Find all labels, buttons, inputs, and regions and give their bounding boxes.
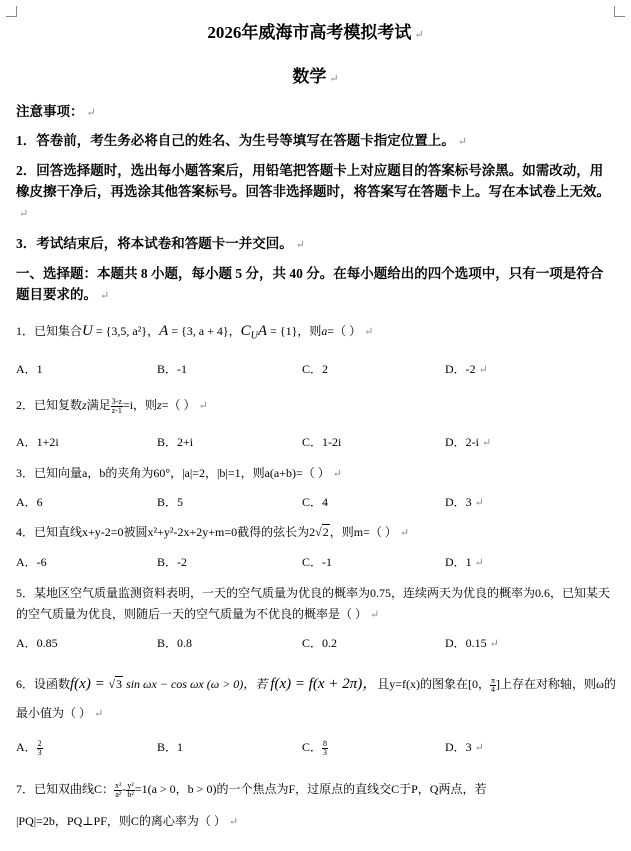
exam-title: 2026年威海市高考模拟考试 ↵ [207,23,424,42]
square-root: √2 [315,525,329,539]
section-one-heading: 一、选择题：本题共 8 小题，每小题 5 分，共 40 分。在每小题给出的四个选项中，只有一项是符合题目要求的。 ↵ [16,266,604,302]
question-6-options [16,738,616,760]
question-5: 5．某地区空气质量监测资料表明，一天的空气质量为优良的概率为0.75，连续两天为优良的概率为0.6，已知某天的空气质量为优良，则随后一天的空气质量为不优良的概率是（ ） ↵ [16,586,611,621]
square-root: √3 [108,677,123,691]
question-6: 6．设函数f(x) = √3 sin ωx − cos ωx (ω > 0)，若 f(x) = f(x + 2π)，且y=f(x)的图象在[0， $\frac{\pi}{4}$ ]上存在对称轴，则ω的最小值为（ ） ↵ [16,670,616,729]
notice-2: 2．回答选择题时，选出每小题答案后，用铅笔把答题卡上对应题目的答案标号涂黑。如需改动，用橡皮擦干净后，再选涂其他答案标号。回答非选择题时，将答案写在答题卡上。写在本试卷上无效。↵ [16,163,610,220]
option-d: D．-2 ↵ [445,362,488,376]
option-b: B．2+i [157,435,194,449]
fraction: $\frac{8}{3}$ [323,738,328,757]
option-b: B．-1 [157,362,188,376]
option-b: B．5 [157,495,184,509]
option-a: A． $\frac{2}{3}$ [16,738,42,757]
option-a: A．0.85 [16,636,58,650]
option-c: C．-1 [302,555,333,569]
option-a: A．1+2i [16,435,59,449]
option-a: A．1 [16,362,43,376]
option-d: D．2-i ↵ [445,435,492,449]
question-5-options [16,634,616,652]
fraction: $\frac{\text{x²}}{\text{a²}}$ [115,780,122,799]
fraction: $\frac{2}{3}$ [37,738,42,757]
option-c: C．1-2i [302,435,342,449]
fraction: $\frac{3-z}{z-1}$ [111,396,122,415]
option-b: B．1 [157,740,184,754]
option-c: C． $\frac{8}{3}$ [302,738,328,757]
option-d: D．3 ↵ [445,495,484,509]
question-2-options [16,433,616,451]
fraction: $\frac{\text{y²}}{\text{b²}}$ [127,780,134,799]
option-c: C．0.2 [302,636,338,650]
option-a: A．-6 [16,555,47,569]
question-4-options [16,553,616,571]
notice-3: 3．考试结束后，将本试卷和答题卡一并交回。 ↵ [16,236,305,251]
fraction: $\frac{\pi}{4}$ [490,675,496,694]
question-2: 2．已知复数z满足 $\frac{3-z}{z-1}$ =i，则z=（ ） ↵ [16,396,208,415]
subject-title: 数学 ↵ [292,67,339,86]
question-3: 3．已知向量a，b的夹角为60°，|a|=2，|b|=1，则a(a+b)=（ ） ↵ [16,466,342,480]
option-d: D．0.15 ↵ [445,636,499,650]
option-c: C．2 [302,362,329,376]
option-b: B．-2 [157,555,188,569]
question-4: 4．已知直线x+y-2=0被圆x²+y²-2x+2y+m=0截得的弦长为2√2，则m=（ ） ↵ [16,525,410,539]
question-7: 7．已知双曲线C： $\frac{\text{x²}}{\text{a²}}$ - $\frac{\text{y²}}{\text{b²}}$ =1(a > 0，b > 0)的一个焦点为F，过原点的直线交C于P，Q两点，若 [16,780,487,799]
option-d: D．1 ↵ [445,555,484,569]
option-b: B．0.8 [157,636,193,650]
page-corner-mark [614,6,625,17]
notice-heading: 注意事项： ↵ [16,104,96,119]
notice-1: 1．答卷前，考生务必将自己的姓名、为生号等填写在答题卡指定位置上。 ↵ [16,133,467,148]
option-a: A．6 [16,495,43,509]
question-1-options [16,360,616,378]
question-1: 1．已知集合U = {3,5, a²}，A = {3, a + 4}，$C_UA = \{1\}$，则a=（ ） ↵ [16,323,374,342]
page-corner-mark [6,6,17,17]
question-7-continued: |PQ|=2b，PQ⊥PF，则C的离心率为（ ） ↵ [16,814,239,828]
option-d: D．3 ↵ [445,740,484,754]
question-3-options [16,493,616,511]
option-c: C．4 [302,495,329,509]
